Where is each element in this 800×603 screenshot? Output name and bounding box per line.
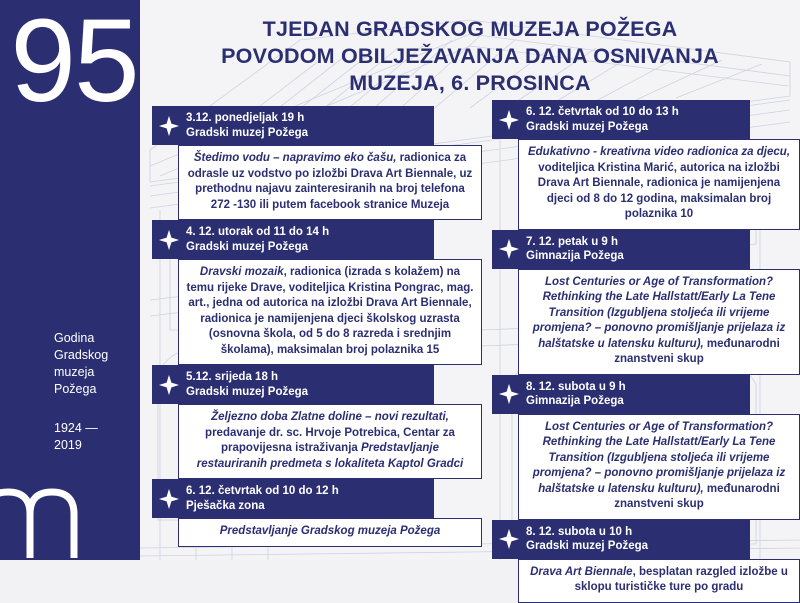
event-venue: Gimnazija Požega bbox=[526, 395, 624, 407]
event-item bbox=[152, 365, 482, 479]
sidebar-caption-line-1: Godina bbox=[54, 331, 95, 345]
event-description bbox=[518, 559, 800, 603]
sparkle-icon bbox=[498, 528, 520, 550]
sidebar-caption-line-2: Gradskog bbox=[54, 348, 109, 362]
sidebar-caption-line-3: muzeja bbox=[54, 365, 95, 379]
event-header bbox=[152, 220, 434, 259]
event-venue: Gradski muzej Požega bbox=[186, 240, 309, 253]
event-header bbox=[492, 230, 750, 269]
event-item bbox=[492, 230, 800, 375]
sparkle-icon bbox=[158, 488, 180, 510]
event-date: 6. 12. četvrtak od 10 do 12 h bbox=[186, 485, 339, 497]
event-description bbox=[518, 139, 800, 230]
event-description bbox=[178, 259, 482, 365]
event-detail: , besplatan razgled izložbe u sklopu turističke ture po gradu bbox=[574, 565, 788, 593]
event-title: Lost Centuries or Age of Transformation? Rethinking the Late Hallstatt/Early La Tene Transition (Izgubljena stoljeća ili vrijeme promjena? – ponovno promišljanje prijelaza iz halštatske u latensku kulturu), bbox=[532, 275, 786, 350]
page-title bbox=[150, 16, 790, 97]
event-venue: Gradski muzej Požega bbox=[526, 540, 649, 552]
event-title: Štedimo vodu – napravimo eko čašu, bbox=[193, 152, 397, 164]
sidebar-years bbox=[54, 420, 140, 454]
sparkle-icon bbox=[498, 109, 520, 131]
sidebar-caption-line-4: Požega bbox=[54, 382, 97, 396]
anniversary-number: 95 bbox=[10, 0, 138, 127]
event-date: 8. 12. subota u 9 h bbox=[526, 380, 626, 393]
event-description bbox=[178, 145, 482, 220]
event-header bbox=[492, 100, 750, 139]
event-venue: Gradski muzej Požega bbox=[526, 120, 649, 133]
event-title: Lost Centuries or Age of Transformation? Rethinking the Late Hallstatt/Early La Tene Transition (Izgubljena stoljeća ili vrijeme promjena? – ponovno promišljanje prijelaza iz halštatske u latensku kulturu), bbox=[532, 420, 786, 495]
event-header-text bbox=[526, 525, 648, 554]
event-date: 7. 12. petak u 9 h bbox=[526, 235, 619, 248]
sidebar-caption bbox=[54, 330, 140, 398]
event-title: Željezno doba Zlatne doline – novi rezultati, bbox=[211, 411, 449, 423]
event-header-text bbox=[526, 380, 626, 409]
m-monogram-logo bbox=[0, 480, 112, 560]
sparkle-icon bbox=[498, 238, 520, 260]
event-header bbox=[152, 365, 434, 404]
event-item bbox=[492, 375, 800, 520]
event-description bbox=[178, 404, 482, 479]
title-line-3: MUZEJA, 6. PROSINCA bbox=[349, 71, 591, 95]
event-header bbox=[492, 520, 750, 559]
event-detail: , radionica (izrada s kolažem) na temu rijeke Drave, voditeljica Kristina Pongrac, mag. art., jedna od autorica na izložbi Drava Art Biennale, radionica je namijenjena djeci školskog uzrasta (osnovna škola, od 5 do 8 razreda i srednjim školama), maksimalan broj polaznika 15 bbox=[186, 266, 474, 356]
event-header-text bbox=[186, 370, 308, 399]
event-date: 5.12. srijeda 18 h bbox=[186, 371, 279, 383]
year-start: 1924 — bbox=[54, 421, 98, 435]
event-title: Dravski mozaik bbox=[199, 266, 284, 278]
events-column-left bbox=[152, 106, 482, 547]
event-date: 3.12. ponedjeljak 19 h bbox=[186, 112, 305, 124]
events-column-right bbox=[492, 100, 800, 603]
event-header-text bbox=[186, 484, 339, 513]
event-detail: voditeljica Kristina Marić, autorica na izložbi Drava Art Biennale, radionica je namijenjena djeci od 8 do 12 godina, maksimalan broj polaznika 10 bbox=[537, 161, 781, 220]
event-header-text bbox=[186, 111, 308, 140]
event-title: Drava Art Biennale bbox=[530, 565, 633, 578]
event-date: 6. 12. četvrtak od 10 do 13 h bbox=[526, 106, 679, 118]
event-header-text bbox=[526, 105, 679, 134]
event-description bbox=[178, 518, 482, 547]
sparkle-icon bbox=[158, 115, 180, 137]
event-detail: radionica za odrasle uz vodstvo po izložbi Drava Art Biennale, uz prethodnu najavu zainteresiranih na broj telefona 272 -130 ili putem facebook stranice Muzeja bbox=[187, 152, 473, 211]
event-header-text bbox=[526, 235, 624, 264]
event-date: 8. 12. subota u 10 h bbox=[526, 525, 633, 538]
left-sidebar bbox=[0, 0, 140, 560]
event-item bbox=[152, 479, 482, 547]
event-title: Edukativno - kreativna video radionica za djecu, bbox=[527, 146, 791, 158]
sparkle-icon bbox=[158, 374, 180, 396]
title-line-1: TJEDAN GRADSKOG MUZEJA POŽEGA bbox=[262, 17, 678, 41]
event-item bbox=[492, 520, 800, 603]
sparkle-icon bbox=[498, 383, 520, 405]
event-item bbox=[152, 220, 482, 365]
event-venue: Pješačka zona bbox=[186, 499, 265, 512]
event-extra-title: Predstavljanje restauriranih predmeta s lokaliteta Kaptol Gradci bbox=[196, 442, 464, 470]
event-venue: Gradski muzej Požega bbox=[186, 385, 309, 398]
event-detail: predavanje dr. sc. Hrvoje Potrebica, Centar za prapovijesna istraživanja bbox=[205, 426, 455, 454]
event-detail: međunarodni znanstveni skup bbox=[614, 337, 780, 365]
event-header bbox=[152, 106, 434, 145]
year-end: 2019 bbox=[54, 438, 82, 452]
event-header-text bbox=[186, 225, 329, 254]
event-venue: Gradski muzej Požega bbox=[186, 126, 309, 139]
event-date: 4. 12. utorak od 11 do 14 h bbox=[186, 226, 330, 238]
event-item bbox=[152, 106, 482, 220]
event-title: Predstavljanje Gradskog muzeja Požega bbox=[219, 525, 441, 537]
event-detail: međunarodni znanstveni skup bbox=[614, 482, 780, 510]
event-header bbox=[492, 375, 750, 414]
event-header bbox=[152, 479, 434, 518]
event-description bbox=[518, 414, 800, 520]
event-description bbox=[518, 269, 800, 375]
event-venue: Gimnazija Požega bbox=[526, 250, 624, 262]
event-item bbox=[492, 100, 800, 230]
title-line-2: POVODOM OBILJEŽAVANJA DANA OSNIVANJA bbox=[221, 44, 719, 68]
sparkle-icon bbox=[158, 229, 180, 251]
